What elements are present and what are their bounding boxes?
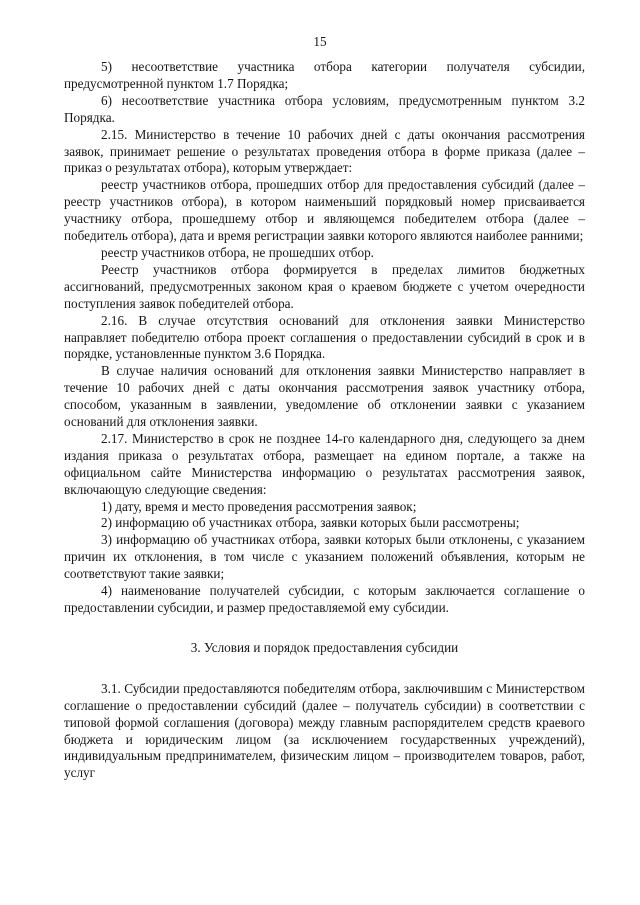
paragraph-2-17: 2.17. Министерство в срок не позднее 14-го календарного дня, следующего за днем издания приказа о результатах отбора, размещает на едином портале, а также на официальном сайте Министерства информацию о результатах рассмотрения заявок, включающую следующие сведения:	[64, 430, 585, 497]
paragraph-registry-failed: реестр участников отбора, не прошедших отбор.	[101, 244, 374, 260]
paragraph-item-6: 6) несоответствие участника отбора условиям, предусмотренным пунктом 3.2 Порядка.	[64, 92, 585, 125]
paragraph-info-3: 3) информацию об участниках отбора, заявки которых были отклонены, с указанием причин их отклонения, в том числе с указанием положений объявления, которым не соответствуют такие заявки;	[64, 532, 585, 582]
paragraph-2-15: 2.15. Министерство в течение 10 рабочих дней с даты окончания рассмотрения заявок, принимает решение о результатах проведения отбора в форме приказа (далее – приказ о результатах отбора), которым утверждает:	[64, 126, 585, 176]
paragraph-registry-limits: Реестр участников отбора формируется в пределах лимитов бюджетных ассигнований, предусмотренных законом края о краевом бюджете с учетом очередности поступления заявок победителей отбора.	[64, 261, 585, 311]
paragraph-info-2: 2) информацию об участниках отбора, заявки которых были рассмотрены;	[101, 515, 520, 531]
page-number: 15	[313, 34, 327, 49]
paragraph-rejection-notice: В случае наличия оснований для отклонения заявки Министерство направляет в течение 10 рабочих дней с даты окончания рассмотрения заявок участнику отбора, способом, указанным в заявлении, уведомление об отклонении заявки с указанием оснований для отклонения заявки.	[64, 363, 585, 430]
paragraph-3-1: 3.1. Субсидии предоставляются победителям отбора, заключившим с Министерством соглашение о предоставлении субсидий (далее – получатель субсидии) в соответствии с типовой формой соглашения (договора) между главным распорядителем средств краевого бюджета и юридическим лицом (за исключением государственных учреждений), индивидуальным предпринимателем, физическим лицом – производителем товаров, работ, услуг	[64, 680, 585, 781]
section-heading: 3. Условия и порядок предоставления субсидии	[190, 639, 459, 655]
paragraph-item-5: 5) несоответствие участника отбора категории получателя субсидии, предусмотренной пунктом 1.7 Порядка;	[64, 59, 585, 91]
paragraph-registry-passed: реестр участников отбора, прошедших отбор для предоставления субсидий (далее – реестр участников отбора), в котором наименьший порядковый номер присваивается участнику отбора, прошедшему отбор и являющемся победителем отбора (далее – победитель отбора), дата и время регистрации заявки которого являются наиболее ранними;	[64, 177, 585, 244]
document-body	[64, 59, 585, 782]
paragraph-2-16: 2.16. В случае отсутствия оснований для отклонения заявки Министерство направляет победителю отбора проект соглашения о предоставлении субсидий в срок и в порядке, установленные пунктом 3.6 Порядка.	[64, 312, 585, 362]
paragraph-info-4: 4) наименование получателей субсидии, с которым заключается соглашение о предоставлении субсидии, и размер предоставляемой ему субсидии.	[64, 583, 585, 615]
paragraph-info-1: 1) дату, время и место проведения рассмотрения заявок;	[101, 498, 417, 514]
